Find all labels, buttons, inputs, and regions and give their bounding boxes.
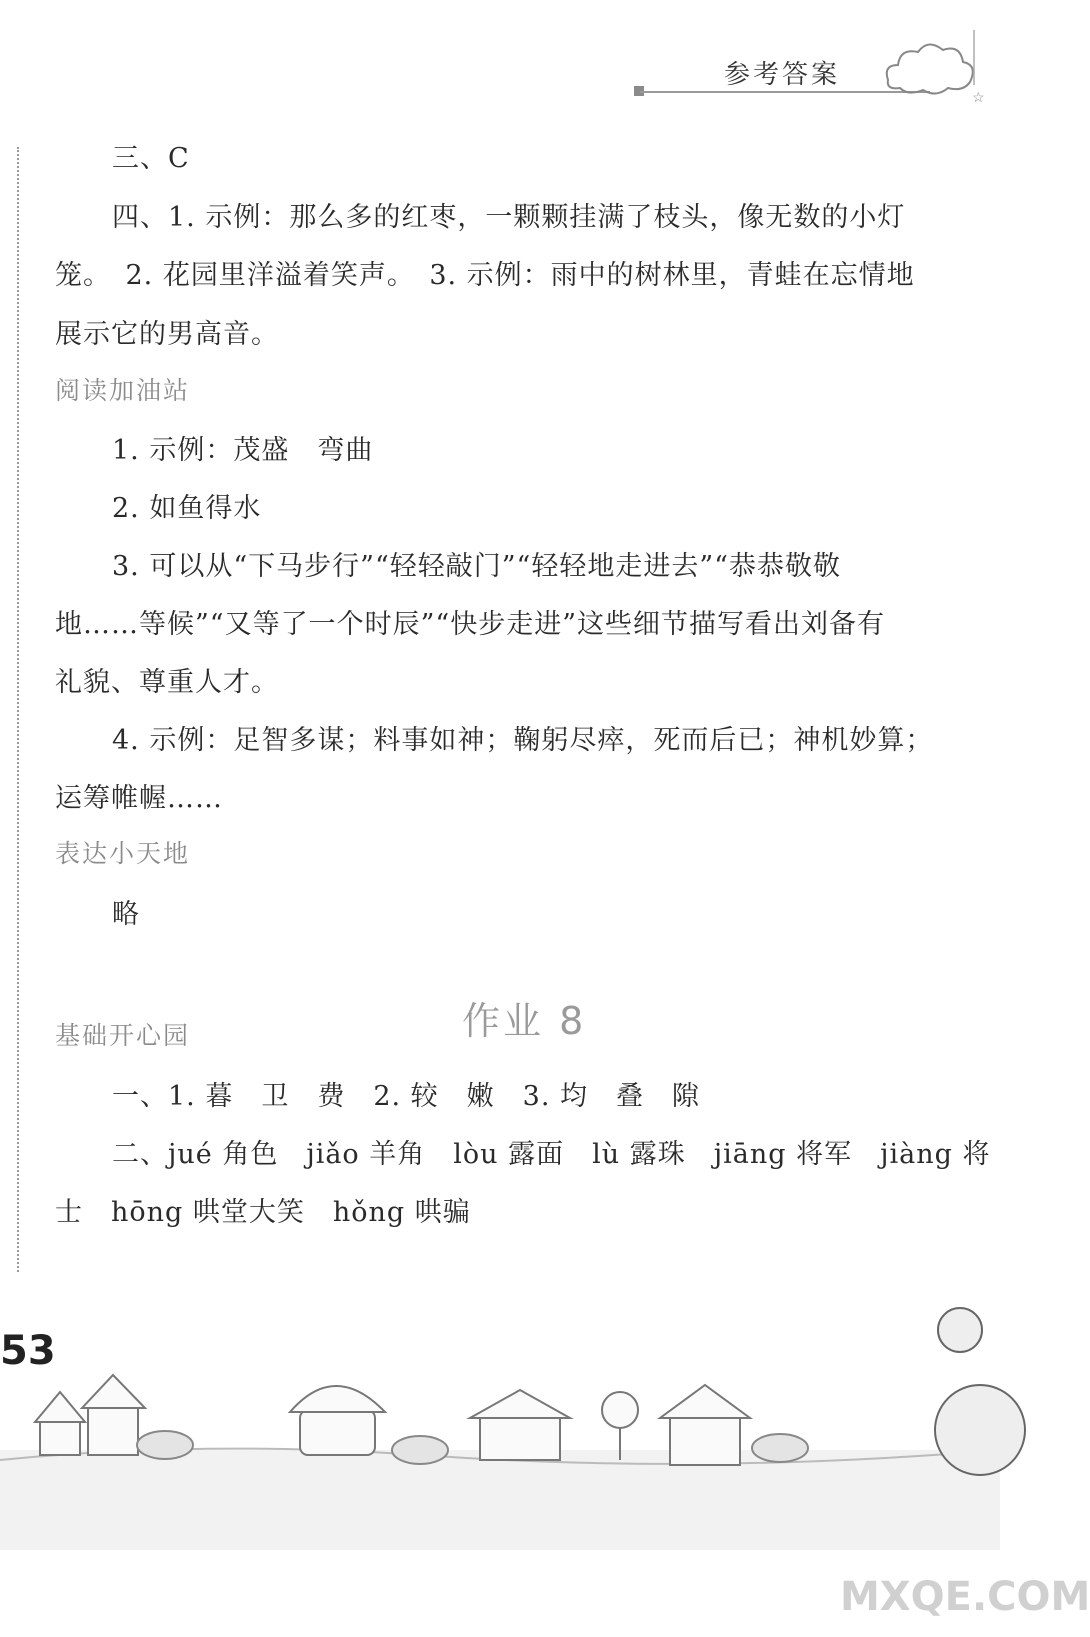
answer-line: 略 — [112, 899, 140, 930]
answer-line: 三、C — [112, 143, 190, 174]
svg-text:☆: ☆ — [972, 90, 985, 106]
answer-line: 四、1. 示例：那么多的红枣，一颗颗挂满了枝头，像无数的小灯 — [112, 202, 906, 233]
cloud-icon — [878, 30, 998, 110]
answer-line: 笼。 2. 花园里洋溢着笑声。 3. 示例：雨中的树林里，青蛙在忘情地 — [55, 260, 915, 291]
answer-line: 3. 可以从“下马步行”“轻轻敲门”“轻轻地走进去”“恭恭敬敬 — [112, 551, 841, 582]
answer-line: 二、jué 角色 jiǎo 羊角 lòu 露面 lù 露珠 jiāng 将军 jiàng 将 — [112, 1139, 991, 1170]
answer-line: 运筹帷幄…… — [55, 783, 223, 814]
cartoon-village-illustration — [0, 1370, 1000, 1550]
section-title: 表达小天地 — [55, 839, 191, 868]
answer-line: 1. 示例：茂盛 弯曲 — [112, 435, 374, 466]
answer-line: 4. 示例：足智多谋；料事如神；鞠躬尽瘁，死而后已；神机妙算； — [112, 725, 934, 756]
margin-dotted-line — [17, 147, 19, 1272]
header-label: 参考答案 — [724, 60, 841, 90]
answer-line: 地……等候”“又等了一个时辰”“快步走进”这些细节描写看出刘备有 — [55, 609, 886, 640]
section-title: 阅读加油站 — [55, 376, 191, 405]
answer-line: 一、1. 暮 卫 费 2. 较 嫩 3. 均 叠 隙 — [112, 1081, 701, 1112]
answer-line: 礼貌、尊重人才。 — [55, 667, 279, 698]
section-title: 基础开心园 — [55, 1021, 191, 1050]
homework-title: 作业 8 — [462, 999, 587, 1043]
answer-line: 2. 如鱼得水 — [112, 493, 262, 524]
answer-line: 士 hōng 哄堂大笑 hǒng 哄骗 — [55, 1197, 471, 1228]
page-number: 53 — [0, 1328, 56, 1374]
watermark: MXQE.COM — [840, 1574, 1090, 1620]
answer-line: 展示它的男高音。 — [55, 319, 279, 350]
